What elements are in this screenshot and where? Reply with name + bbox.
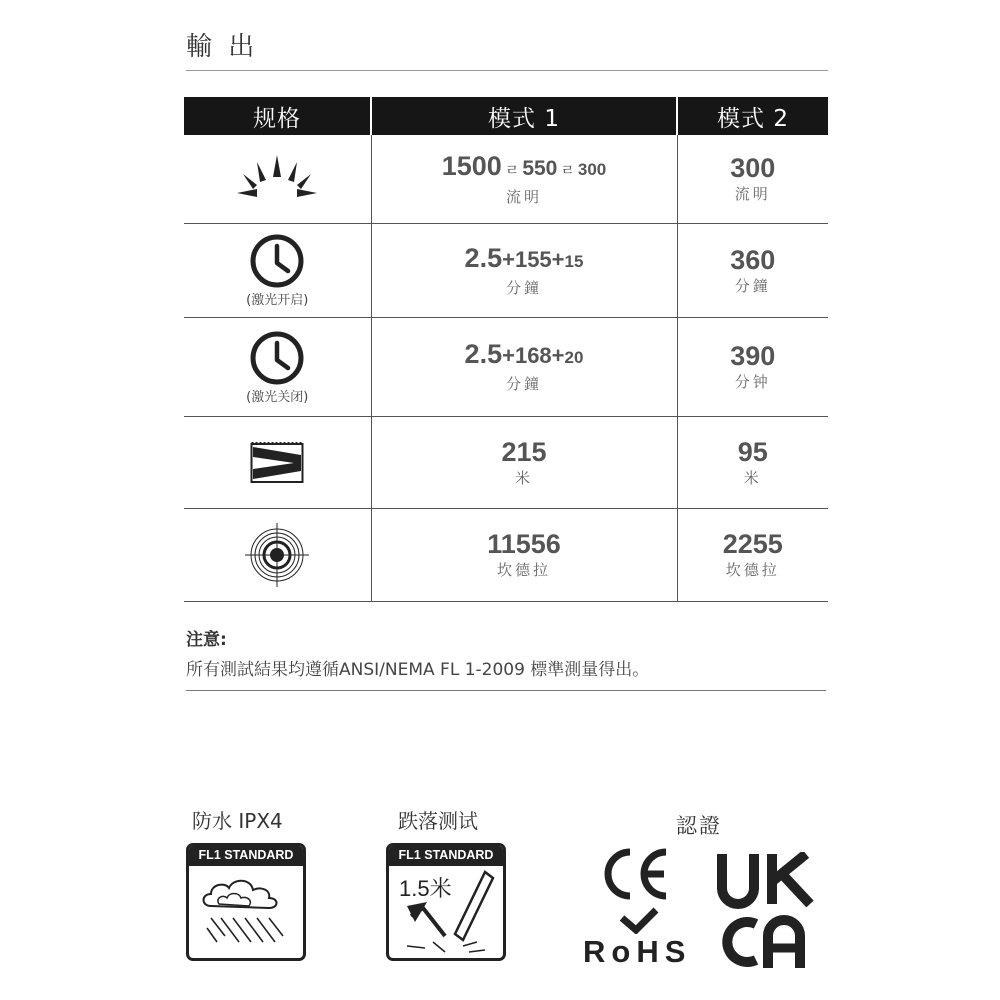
mode1-intensity-unit: 坎德拉 [496, 561, 551, 579]
mode2-lumens-unit: 流明 [734, 185, 771, 203]
page-title: 輸 出 [186, 32, 259, 62]
mode1-runtime-c: 20 [564, 348, 584, 367]
mode2-runtime-unit: 分鐘 [734, 276, 771, 295]
mode1-lumens-mid: 550 [522, 156, 558, 180]
rohs-logo: RoHS [583, 934, 692, 969]
table-header-row [184, 97, 828, 135]
mode1-runtime-on-cell [371, 224, 677, 318]
checkmark-icon [618, 906, 660, 934]
mode1-runtime-unit: 分鐘 [505, 278, 542, 297]
note-text: 所有測試結果均遵循ANSI/NEMA FL 1-2009 標準測量得出。 [186, 660, 650, 680]
mode1-runtime-unit: 分鐘 [505, 375, 542, 393]
mode1-distance-unit: 米 [514, 468, 533, 487]
mode1-runtime-b: 155 [514, 246, 552, 272]
mode2-lumens-value: 300 [730, 153, 776, 183]
waterproof-label: 防水 IPX4 [192, 809, 283, 833]
laser-on-label: (激光开启) [246, 293, 309, 308]
mode1-distance-cell [371, 417, 677, 509]
plus-sign: + [551, 246, 565, 272]
ce-mark-icon [600, 848, 672, 900]
mode1-runtime-c: 15 [564, 251, 584, 271]
sun-icon [237, 155, 317, 199]
mode2-distance-unit: 米 [743, 468, 762, 487]
spec-icon-cell [184, 509, 371, 602]
header-mode-2: 模式 2 [677, 97, 828, 135]
spec-icon-cell [184, 318, 371, 417]
drop-test-badge [386, 843, 506, 961]
mode1-runtime-a: 2.5 [464, 242, 503, 273]
mode2-distance-value: 95 [737, 436, 768, 467]
badge-standard-text: FL1 STANDARD [389, 846, 503, 866]
mode1-runtime-off-cell [371, 318, 677, 417]
note-divider [186, 690, 826, 691]
mode1-lumens-high: 1500 [441, 150, 502, 181]
note-title: 注意: [186, 630, 227, 650]
table-row-runtime-laser-off [184, 318, 828, 417]
drop-test-label: 跌落测试 [398, 809, 478, 833]
mode2-runtime-unit: 分钟 [734, 373, 771, 391]
tilde-separator: ㄹ [504, 161, 520, 179]
mode1-runtime-b: 168 [514, 343, 552, 368]
table-row-intensity [184, 509, 828, 602]
mode1-distance-value: 215 [501, 436, 547, 467]
spec-icon-cell [184, 135, 371, 224]
mode1-lumens-low: 300 [577, 159, 607, 179]
table-row-runtime-laser-on [184, 224, 828, 318]
mode2-runtime-off-cell [677, 318, 828, 417]
mode1-runtime-a: 2.5 [464, 339, 503, 369]
mode2-runtime-value: 390 [730, 341, 776, 371]
header-spec: 规格 [184, 97, 371, 135]
spec-table [184, 97, 828, 602]
title-divider [186, 70, 828, 71]
mode2-runtime-value: 360 [730, 244, 776, 275]
waterproof-badge [186, 843, 306, 961]
mode2-runtime-on-cell [677, 224, 828, 318]
mode1-intensity-cell [371, 509, 677, 602]
plus-sign: + [551, 343, 565, 368]
spec-icon-cell [184, 417, 371, 509]
mode1-lumens-unit: 流明 [505, 187, 542, 206]
spec-icon-cell [184, 224, 371, 318]
mode1-intensity-value: 11556 [487, 529, 561, 559]
drop-height-text: 1.5米 [399, 876, 452, 901]
clock-icon [249, 330, 305, 386]
plus-sign: + [502, 246, 515, 272]
header-mode-1: 模式 1 [371, 97, 677, 135]
plus-sign: + [502, 343, 515, 368]
ukca-mark-icon [716, 852, 816, 972]
tilde-separator: ㄹ [560, 161, 575, 179]
clock-icon [249, 233, 305, 289]
table-row-lumens [184, 135, 828, 224]
beam-distance-icon [250, 441, 304, 485]
mode2-intensity-unit: 坎德拉 [725, 561, 780, 579]
table-row-beam-distance [184, 417, 828, 509]
drop-test-icon [389, 866, 503, 958]
mode1-lumens-cell [371, 135, 677, 224]
mode2-distance-cell [677, 417, 828, 509]
mode2-lumens-cell [677, 135, 828, 224]
target-icon [245, 523, 309, 587]
badge-standard-text: FL1 STANDARD [189, 846, 303, 866]
rain-cloud-icon [189, 866, 303, 958]
mode2-intensity-value: 2255 [722, 529, 783, 559]
mode2-intensity-cell [677, 509, 828, 602]
certification-label: 認證 [676, 814, 722, 838]
laser-off-label: (激光关闭) [246, 389, 309, 405]
